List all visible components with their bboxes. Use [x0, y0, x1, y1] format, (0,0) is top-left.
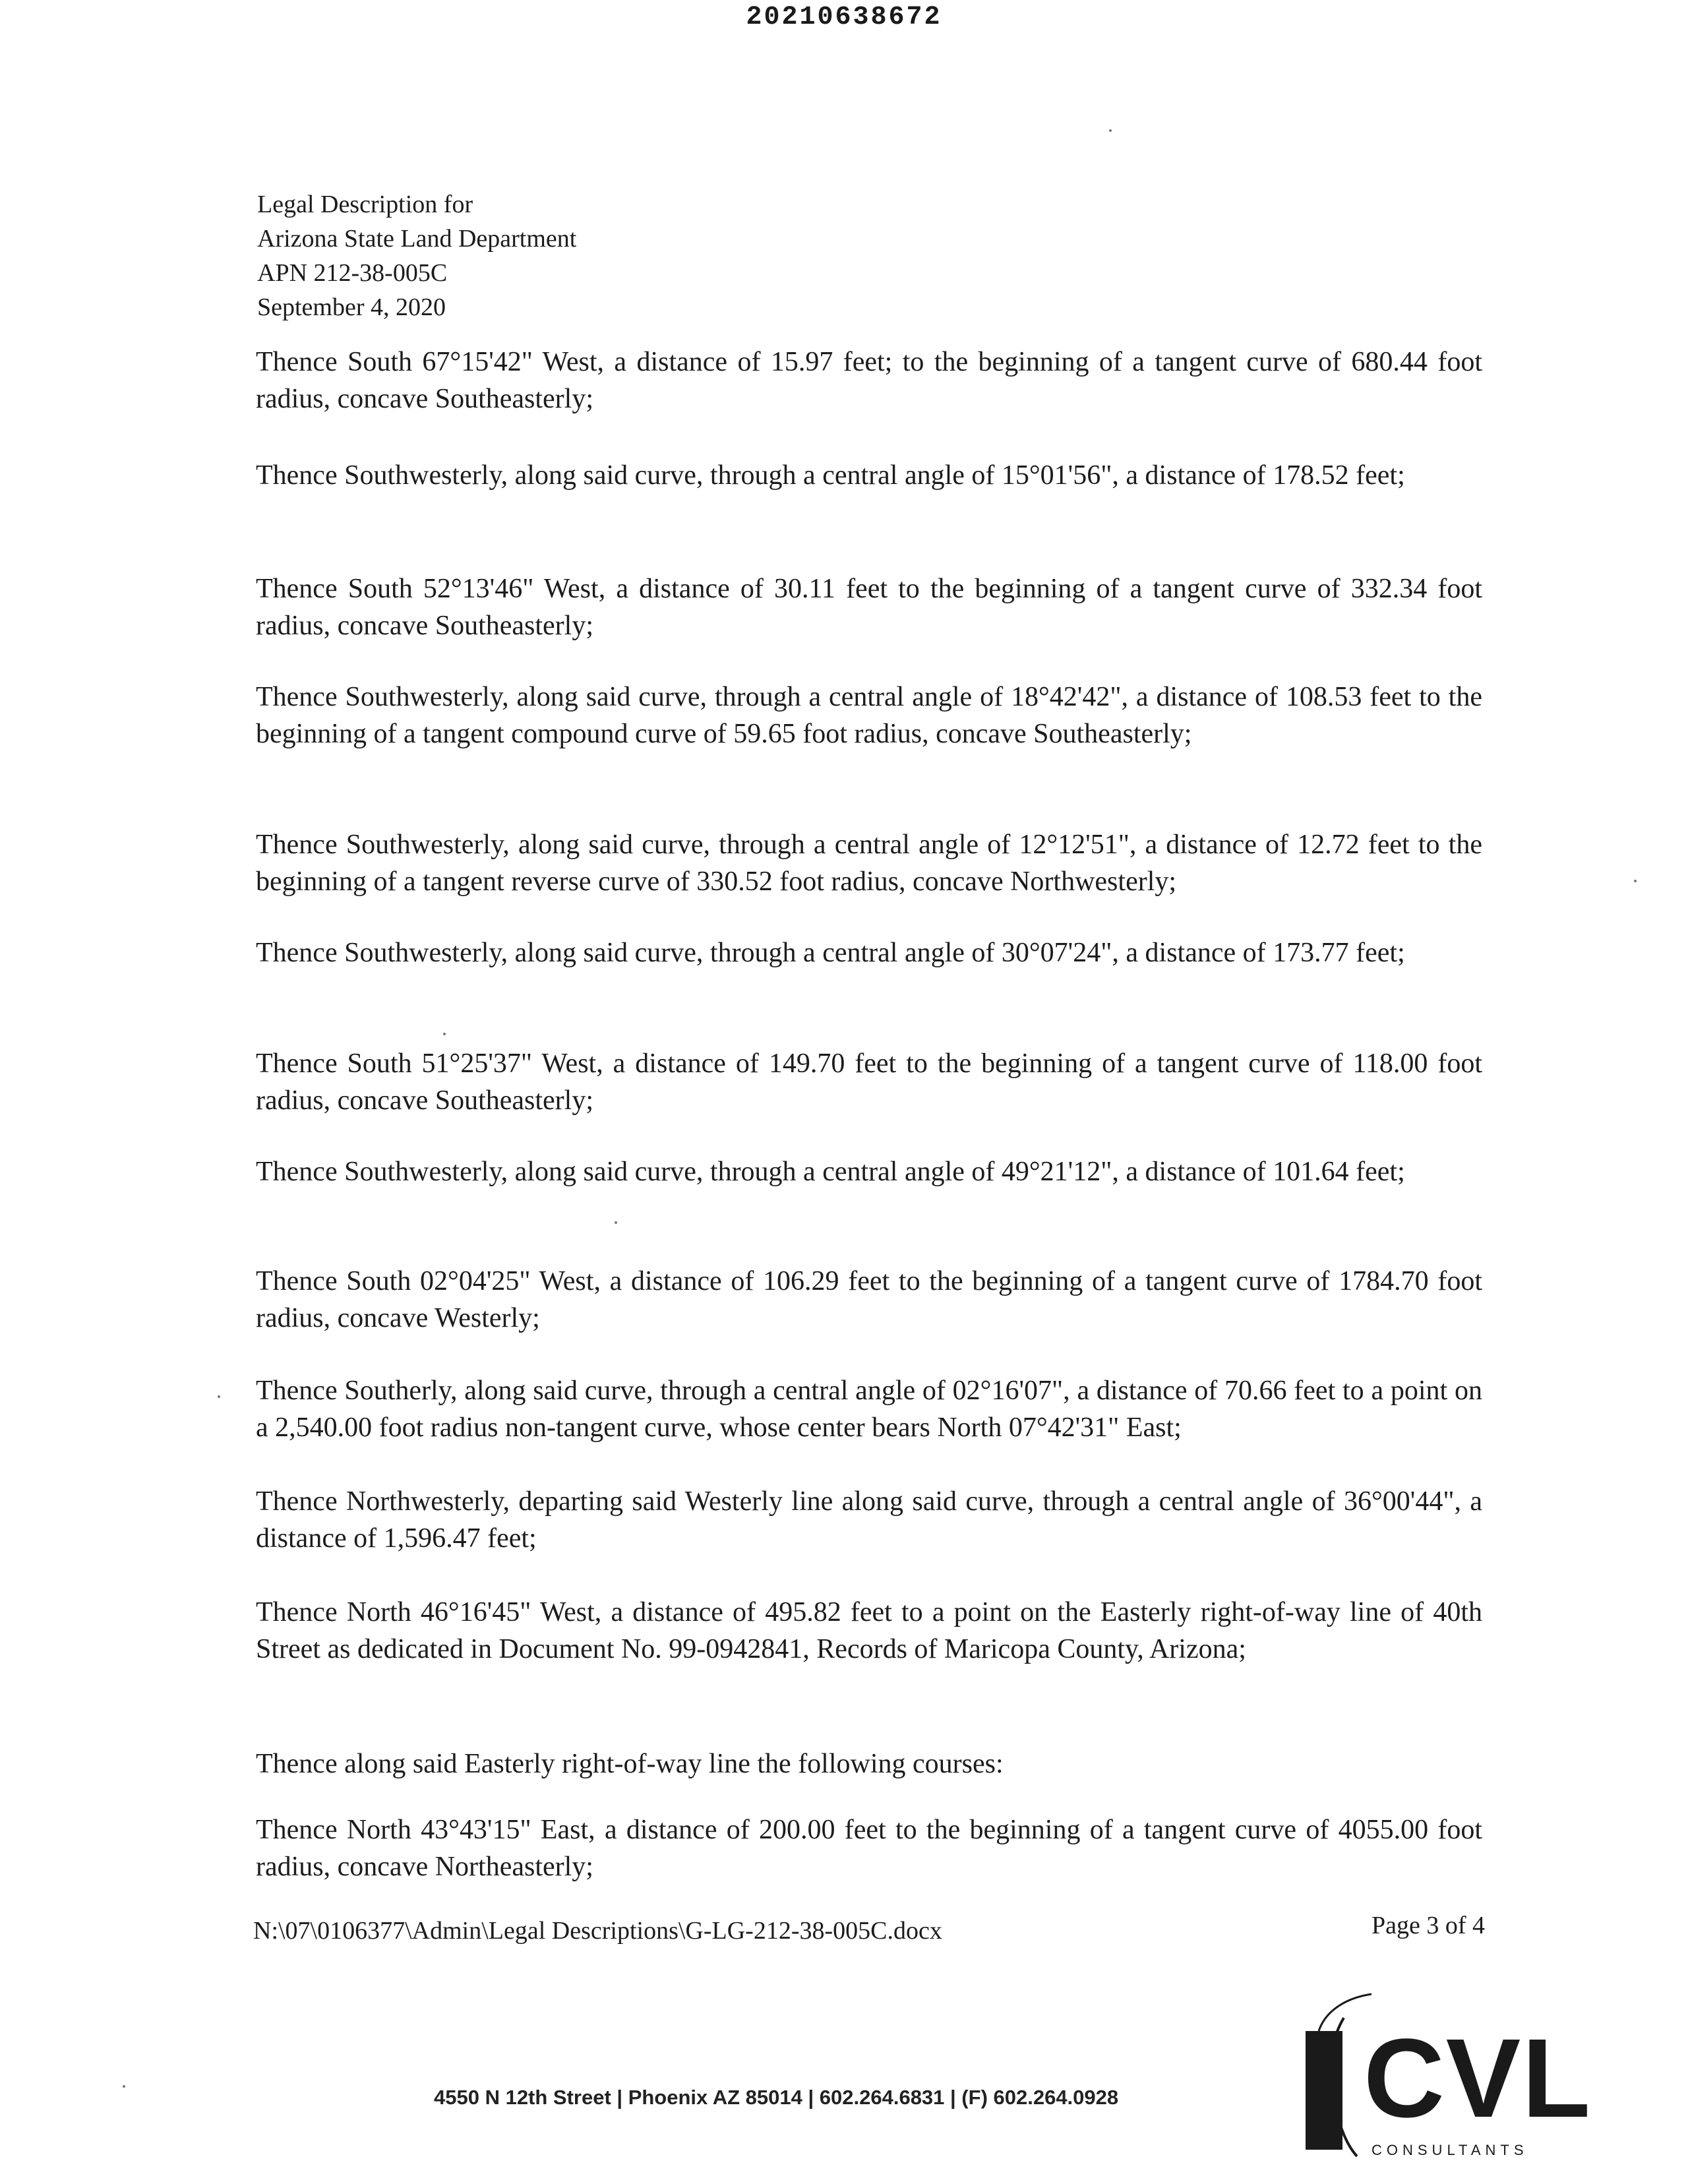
paragraph: Thence Southwesterly, along said curve, through a central angle of 12°12'51", a distance of 12.72 feet to the beginning of a tangent reverse curve of 330.52 foot radius, concave Northwesterly; — [256, 830, 1482, 897]
paragraph: Thence Southwesterly, along said curve, through a central angle of 15°01'56", a distance of 178.52 feet; — [256, 460, 1405, 491]
cvl-logo — [1306, 1991, 1596, 2163]
header-agency: Arizona State Land Department — [257, 225, 577, 253]
scan-speck — [1109, 129, 1112, 132]
recording-number: 20210638672 — [746, 3, 942, 32]
logo-wordmark: CVL — [1364, 2016, 1592, 2141]
scan-speck — [123, 2085, 125, 2088]
header-apn: APN 212-38-005C — [257, 259, 448, 287]
file-path: N:\07\0106377\Admin\Legal Descriptions\G-LG-212-38-005C.docx — [253, 1917, 942, 1945]
page-number: Page 3 of 4 — [1371, 1912, 1485, 1939]
scan-speck — [1634, 880, 1637, 882]
header-title: Legal Description for — [257, 191, 473, 218]
header-date: September 4, 2020 — [257, 293, 446, 321]
scan-speck — [443, 1033, 446, 1035]
paragraph: Thence North 46°16'45" West, a distance of 495.82 feet to a point on the Easterly right-of-way line of 40th Street as dedicated in Document No. 99-0942841, Records of Maricopa County, Arizona; — [256, 1597, 1482, 1664]
company-address: 4550 N 12th Street | Phoenix AZ 85014 | 602.264.6831 | (F) 602.264.0928 — [434, 2086, 1119, 2109]
paragraph: Thence Southwesterly, along said curve, through a central angle of 49°21'12", a distance of 101.64 feet; — [256, 1157, 1405, 1187]
logo-tagline: CONSULTANTS — [1372, 2142, 1528, 2158]
paragraph: Thence along said Easterly right-of-way line the following courses: — [256, 1749, 1004, 1779]
paragraph: Thence Southwesterly, along said curve, through a central angle of 18°42'42", a distance of 108.53 feet to the beginning of a tangent compound curve of 59.65 foot radius, concave Southeasterly; — [256, 682, 1482, 749]
paragraph: Thence South 51°25'37" West, a distance of 149.70 feet to the beginning of a tangent curve of 118.00 foot radius, concave Southeasterly; — [256, 1048, 1482, 1116]
scan-speck — [218, 1395, 220, 1398]
document-header — [257, 187, 576, 324]
logo-mark-icon — [1306, 1994, 1372, 2156]
paragraph: Thence Southwesterly, along said curve, through a central angle of 30°07'24", a distance of 173.77 feet; — [256, 938, 1405, 968]
paragraph: Thence South 67°15'42" West, a distance of 15.97 feet; to the beginning of a tangent curve of 680.44 foot radius, concave Southeasterly; — [256, 347, 1482, 414]
paragraph: Thence South 52°13'46" West, a distance of 30.11 feet to the beginning of a tangent curve of 332.34 foot radius, concave Southeasterly; — [256, 574, 1482, 641]
paragraph: Thence South 02°04'25" West, a distance of 106.29 feet to the beginning of a tangent curve of 1784.70 foot radius, concave Westerly; — [256, 1266, 1482, 1333]
scan-speck — [615, 1221, 617, 1224]
paragraph: Thence North 43°43'15" East, a distance of 200.00 feet to the beginning of a tangent curve of 4055.00 foot radius, concave Northeasterly; — [256, 1815, 1482, 1882]
paragraph: Thence Southerly, along said curve, through a central angle of 02°16'07", a distance of 70.66 feet to a point on a 2,540.00 foot radius non-tangent curve, whose center bears North 07°42'31" East; — [256, 1376, 1482, 1443]
paragraph: Thence Northwesterly, departing said Westerly line along said curve, through a central angle of 36°00'44", a distance of 1,596.47 feet; — [256, 1486, 1482, 1554]
